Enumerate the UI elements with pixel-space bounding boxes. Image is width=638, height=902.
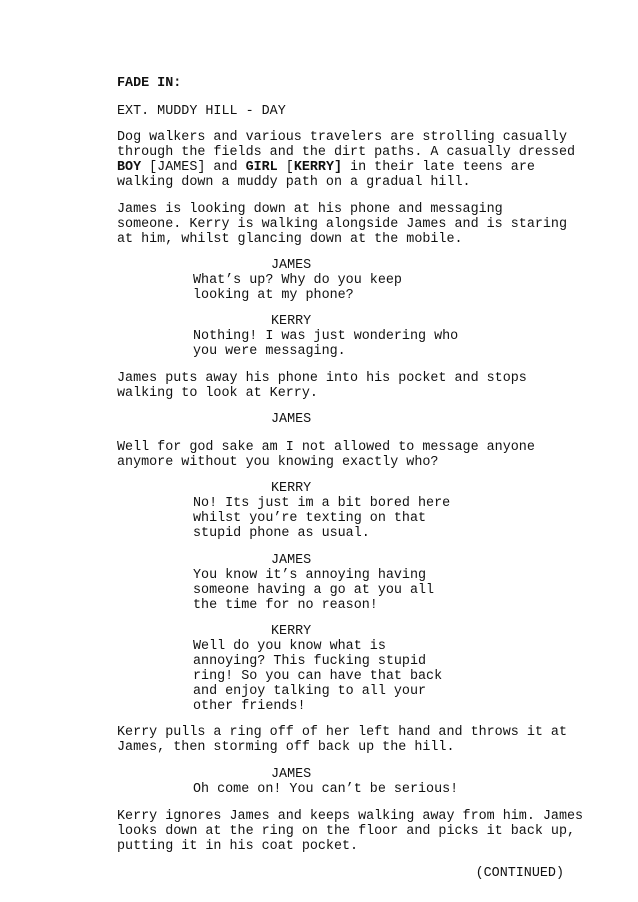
dialogue-line: Well do you know what is [193,639,386,654]
dialogue-line: and enjoy talking to all your [193,684,427,699]
action-line: looks down at the ring on the floor and picks it back up, [117,824,576,839]
action-line: James, then storming off back up the hill. [117,740,455,755]
action-line: someone. Kerry is walking alongside James and is staring [117,217,567,232]
character-intro-kerry: KERRY] [293,160,343,175]
action-line: walking to look at Kerry. [117,386,318,401]
fade-in-transition: FADE IN: [117,76,182,91]
character-cue: JAMES [271,553,312,568]
dialogue-line: Well for god sake am I not allowed to message anyone [117,440,535,455]
dialogue-line: the time for no reason! [193,598,378,613]
character-cue: KERRY [271,481,312,496]
character-cue: KERRY [271,624,312,639]
character-cue: JAMES [271,767,312,782]
dialogue-line: whilst you’re texting on that [193,511,427,526]
character-cue: JAMES [271,258,312,273]
dialogue-line: Nothing! I was just wondering who [193,329,459,344]
character-cue: KERRY [271,314,312,329]
action-line: Kerry pulls a ring off of her left hand and throws it at [117,725,567,740]
action-text: in their late teens are [342,160,535,175]
dialogue-line: anymore without you knowing exactly who? [117,455,439,470]
action-line: Dog walkers and various travelers are strolling casually [117,130,567,145]
dialogue-line: other friends! [193,699,306,714]
action-line: through the fields and the dirt paths. A casually dressed [117,145,576,160]
action-line: Kerry ignores James and keeps walking away from him. James [117,809,584,824]
dialogue-line: What’s up? Why do you keep [193,273,402,288]
action-line-character-intro [117,160,535,175]
action-line: putting it in his coat pocket. [117,839,359,854]
character-intro-boy: BOY [117,160,142,175]
continued-marker: (CONTINUED) [475,866,564,881]
action-line: James is looking down at his phone and messaging [117,202,503,217]
dialogue-line: You know it’s annoying having [193,568,427,583]
action-line: walking down a muddy path on a gradual hill. [117,175,471,190]
action-line: at him, whilst glancing down at the mobile. [117,232,463,247]
action-line: James puts away his phone into his pocket and stops [117,371,527,386]
dialogue-line: Oh come on! You can’t be serious! [193,782,459,797]
scene-heading: EXT. MUDDY HILL - DAY [117,104,286,119]
dialogue-line: you were messaging. [193,344,346,359]
dialogue-line: someone having a go at you all [193,583,435,598]
dialogue-line: stupid phone as usual. [193,526,370,541]
dialogue-line: No! Its just im a bit bored here [193,496,451,511]
dialogue-line: looking at my phone? [193,288,354,303]
character-cue: JAMES [271,412,312,427]
dialogue-line: ring! So you can have that back [193,669,443,684]
action-text: [ [277,160,294,175]
action-text: [JAMES] and [141,160,246,175]
character-intro-girl: GIRL [245,160,278,175]
dialogue-line: annoying? This fucking stupid [193,654,427,669]
